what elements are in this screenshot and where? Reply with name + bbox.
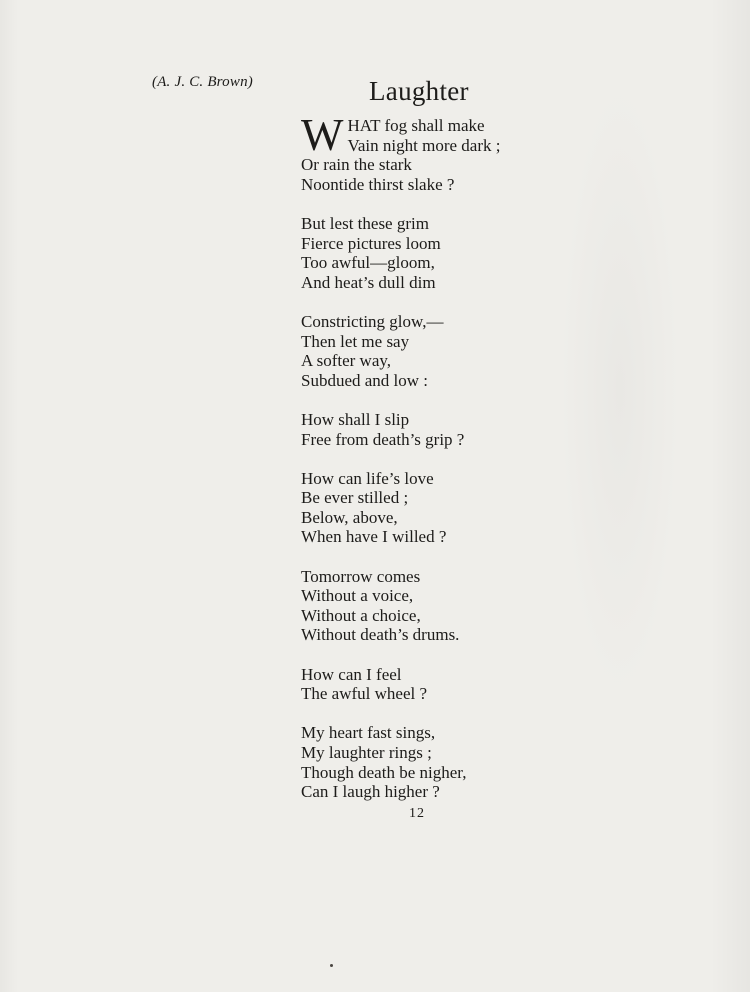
- poem-line: Without death’s drums.: [301, 625, 460, 645]
- poem-line: The awful wheel ?: [301, 684, 428, 704]
- poem-line: And heat’s dull dim: [301, 272, 436, 292]
- poem-body: [301, 110, 501, 821]
- poem-line: Constricting glow,—: [301, 311, 444, 331]
- poem-line: Can I laugh higher ?: [301, 782, 440, 802]
- poem-title: Laughter: [369, 76, 469, 106]
- stanza-3: [301, 312, 500, 390]
- poem-line: Fierce pictures loom: [301, 233, 441, 253]
- poem-line: But lest these grim: [301, 213, 429, 233]
- stanza-4: [301, 410, 500, 449]
- stanza-6: [301, 567, 500, 645]
- page-number: 12: [409, 806, 425, 821]
- author-attribution: (A. J. C. Brown): [152, 74, 253, 90]
- poem-line: Tomorrow comes: [301, 566, 421, 586]
- poem-line: Free from death’s grip ?: [301, 429, 465, 449]
- poem-line: How shall I slip: [301, 409, 410, 429]
- poem-line: Noontide thirst slake ?: [301, 174, 455, 194]
- paper-speck: [330, 964, 333, 967]
- stanza-7: [301, 665, 500, 704]
- poem-line: Be ever stilled ;: [301, 488, 409, 508]
- stanza-8: [301, 723, 500, 801]
- stanza-1: [301, 110, 501, 194]
- poem-line: How can life’s love: [301, 468, 434, 488]
- poem-line: Though death be nigher,: [301, 762, 467, 782]
- show-through-shadow: [560, 80, 680, 700]
- poem-line: Then let me say: [301, 331, 410, 351]
- poem-line: Too awful—gloom,: [301, 253, 435, 273]
- poem-line: Below, above,: [301, 507, 398, 527]
- poem-line: Without a voice,: [301, 586, 414, 606]
- poem-line: A softer way,: [301, 351, 392, 371]
- poem-line: How can I feel: [301, 664, 402, 684]
- poem-line: Vain night more dark ;: [347, 135, 501, 155]
- stanza-5: [301, 469, 500, 547]
- poem-line: Subdued and low :: [301, 370, 429, 390]
- poem-line: Without a choice,: [301, 605, 421, 625]
- drop-cap: W: [301, 110, 344, 160]
- opening-lines: [347, 116, 500, 155]
- poem-line: My heart fast sings,: [301, 723, 436, 743]
- poem-line: Or rain the stark: [301, 155, 412, 175]
- poem-line: My laughter rings ;: [301, 743, 432, 762]
- stanza-2: [301, 214, 500, 292]
- poem-line: HAT fog shall make: [347, 116, 485, 135]
- poem-line: When have I willed ?: [301, 527, 447, 547]
